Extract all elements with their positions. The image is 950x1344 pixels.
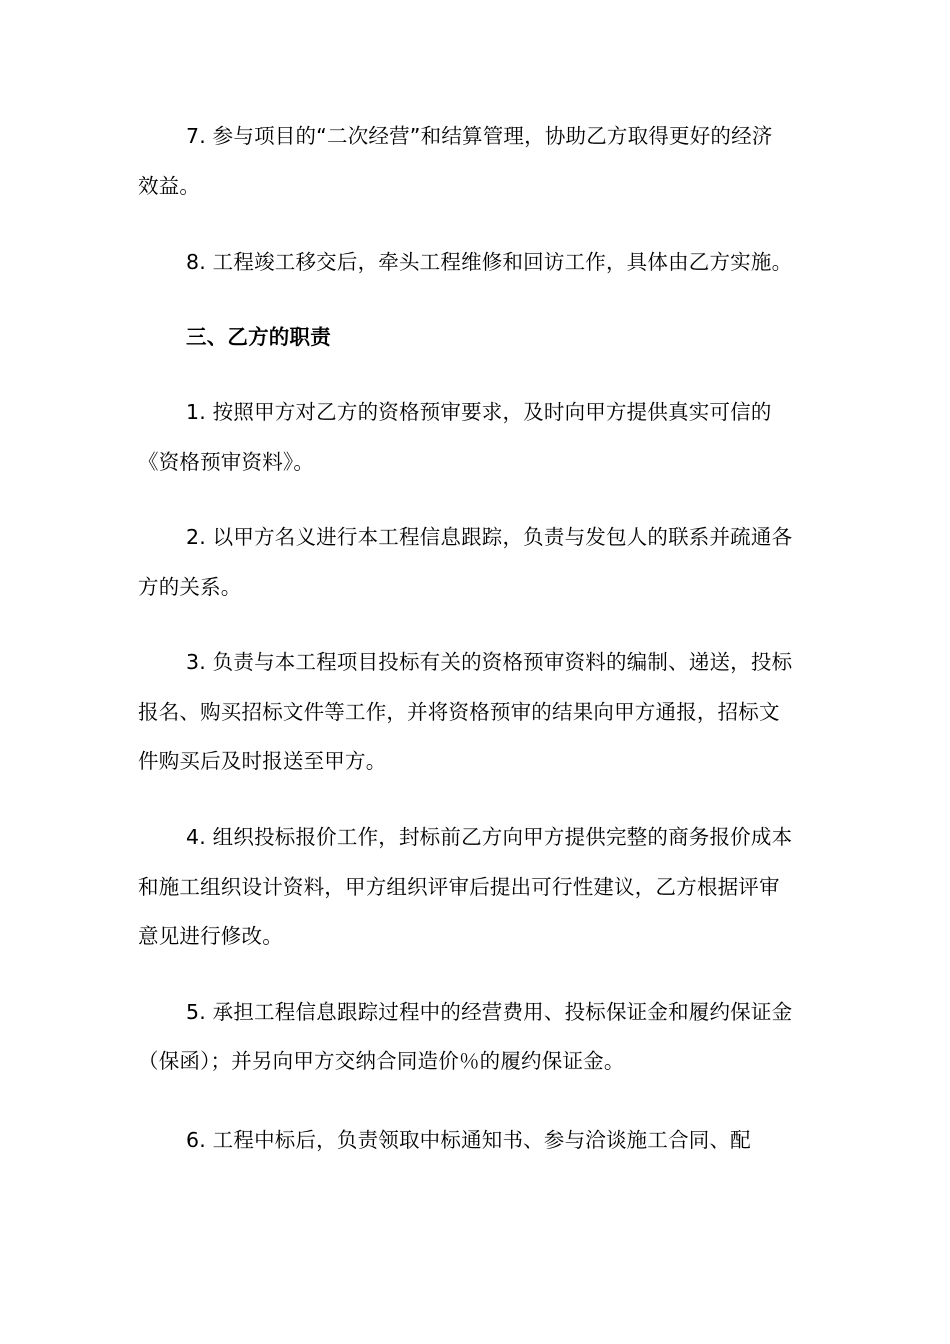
item-7-line-2: 效益。 — [138, 174, 201, 198]
section3-item-4-line-2: 和施工组织设计资料，甲方组织评审后提出可行性建议，乙方根据评审 — [138, 875, 780, 899]
section3-item-3-line-2: 报名、购买招标文件等工作，并将资格预审的结果向甲方通报，招标文 — [138, 700, 780, 724]
section3-item-5-line-1: 5. 承担工程信息跟踪过程中的经营费用、投标保证金和履约保证金 — [186, 1000, 793, 1024]
section3-item-3-line-3: 件购买后及时报送至甲方。 — [138, 749, 387, 773]
item-7-line-1: 7. 参与项目的“二次经营”和结算管理，协助乙方取得更好的经济 — [186, 124, 773, 148]
item-8-line-1: 8. 工程竣工移交后，牵头工程维修和回访工作，具体由乙方实施。 — [186, 250, 793, 274]
section3-item-1-line-2: 《资格预审资料》。 — [138, 450, 315, 474]
section3-item-1-line-1: 1. 按照甲方对乙方的资格预审要求，及时向甲方提供真实可信的 — [186, 400, 772, 424]
section-heading: 三、乙方的职责 — [186, 325, 331, 349]
section3-item-3-line-1: 3. 负责与本工程项目投标有关的资格预审资料的编制、递送，投标 — [186, 650, 793, 674]
section3-item-6-line-1: 6. 工程中标后，负责领取中标通知书、参与洽谈施工合同、配 — [186, 1128, 751, 1152]
section3-item-2-line-1: 2. 以甲方名义进行本工程信息跟踪，负责与发包人的联系并疏通各 — [186, 525, 793, 549]
section3-item-4-line-1: 4. 组织投标报价工作，封标前乙方向甲方提供完整的商务报价成本 — [186, 825, 793, 849]
section3-item-2-line-2: 方的关系。 — [138, 575, 242, 599]
section3-item-5-line-2: （保函）；并另向甲方交纳合同造价％的履约保证金。 — [138, 1049, 625, 1073]
section3-item-4-line-3: 意见进行修改。 — [138, 924, 283, 948]
